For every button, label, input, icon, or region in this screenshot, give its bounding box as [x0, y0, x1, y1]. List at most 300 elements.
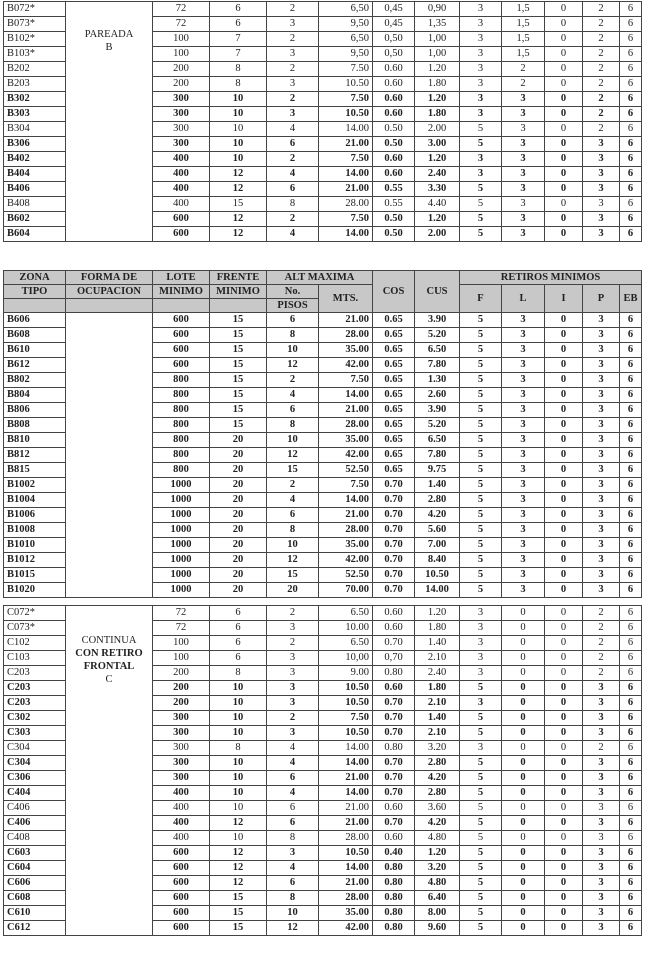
table-cell: B604 — [4, 227, 66, 242]
table-cell: C306 — [4, 771, 66, 786]
table-cell: 2.80 — [415, 493, 460, 508]
table-cell: 3 — [502, 197, 545, 212]
table-cell: 5 — [460, 771, 502, 786]
table-cell: 0.70 — [373, 771, 415, 786]
table-cell: 15 — [210, 388, 267, 403]
table-cell: 2 — [267, 636, 319, 651]
table-cell: 10 — [210, 771, 267, 786]
table-cell: 3 — [502, 313, 545, 328]
table-cell: 6 — [210, 606, 267, 621]
table-cell: 15 — [210, 891, 267, 906]
table-cell: 5 — [460, 493, 502, 508]
table-cell: 35.00 — [319, 343, 373, 358]
table-cell: 3 — [502, 493, 545, 508]
table-cell: 8 — [210, 741, 267, 756]
table-cell: 0 — [502, 756, 545, 771]
table-cell: 3 — [460, 92, 502, 107]
table-cell: B1020 — [4, 583, 66, 598]
table-cell: 5 — [460, 212, 502, 227]
table-cell: 400 — [153, 786, 210, 801]
table-cell: 3 — [267, 621, 319, 636]
table-cell: 6.50 — [319, 606, 373, 621]
table-cell: 8 — [267, 891, 319, 906]
table-cell: 0.70 — [373, 636, 415, 651]
table-cell: 6 — [620, 17, 642, 32]
header-eb: EB — [620, 285, 642, 313]
table-cell: 5 — [460, 343, 502, 358]
table-cell: 6 — [267, 403, 319, 418]
table-cell: 3 — [583, 861, 620, 876]
table-cell: 0 — [545, 358, 583, 373]
table-cell: 200 — [153, 681, 210, 696]
table-cell: 6 — [620, 343, 642, 358]
table-cell: 3 — [460, 621, 502, 636]
table-cell: 5 — [460, 891, 502, 906]
table-cell: 0.70 — [373, 568, 415, 583]
table-cell: 1000 — [153, 568, 210, 583]
table-cell: 3.90 — [415, 313, 460, 328]
table-cell: 6 — [620, 212, 642, 227]
table-cell: 6 — [267, 508, 319, 523]
table-cell: 0 — [545, 403, 583, 418]
table-cell: 0 — [545, 568, 583, 583]
table-cell: B072* — [4, 2, 66, 17]
table-cell: 3.30 — [415, 182, 460, 197]
table-cell: 3 — [460, 167, 502, 182]
table-cell: 0.55 — [373, 182, 415, 197]
table-cell: 4 — [267, 388, 319, 403]
table-cell: 15 — [210, 373, 267, 388]
table-cell: B302 — [4, 92, 66, 107]
table-cell: 0,50 — [373, 47, 415, 62]
table-cell: 6 — [267, 313, 319, 328]
group-continua-c-line: FRONTAL — [83, 661, 135, 672]
table-cell: 800 — [153, 373, 210, 388]
table-cell: 6.50 — [415, 343, 460, 358]
table-cell: 1000 — [153, 508, 210, 523]
header-frente-minimo: MINIMO — [210, 285, 267, 299]
table-cell: 14.00 — [319, 741, 373, 756]
table-cell: 6 — [620, 553, 642, 568]
table-cell: 3 — [583, 553, 620, 568]
table-cell: 2.00 — [415, 122, 460, 137]
table-cell: 12 — [267, 448, 319, 463]
table-cell: 1000 — [153, 583, 210, 598]
table-cell: 15 — [210, 313, 267, 328]
table-cell: 35.00 — [319, 906, 373, 921]
table-cell: 4.80 — [415, 876, 460, 891]
table-cell: 6 — [620, 62, 642, 77]
table-cell: 6 — [620, 433, 642, 448]
table-cell: 12 — [210, 816, 267, 831]
table-cell: 0.65 — [373, 403, 415, 418]
header-i: I — [545, 285, 583, 313]
table-cell: 0 — [545, 212, 583, 227]
table-cell: 20 — [210, 538, 267, 553]
table-cell: 3.00 — [415, 137, 460, 152]
table-cell: 5 — [460, 831, 502, 846]
table-cell: 4 — [267, 227, 319, 242]
table-cell: 20 — [210, 478, 267, 493]
table-cell: 1,5 — [502, 32, 545, 47]
table-cell: 0 — [545, 726, 583, 741]
table-cell: 1.80 — [415, 77, 460, 92]
table-cell: 3 — [583, 523, 620, 538]
table-cell: 600 — [153, 921, 210, 936]
table-cell: 3 — [502, 508, 545, 523]
table-cell: C303 — [4, 726, 66, 741]
table-cell: B408 — [4, 197, 66, 212]
table-cell: 3 — [502, 523, 545, 538]
table-cell: 2 — [583, 651, 620, 666]
header-zona: ZONA — [4, 271, 66, 285]
table-cell: 400 — [153, 831, 210, 846]
table-cell: 3 — [583, 418, 620, 433]
table-cell: 0 — [545, 463, 583, 478]
table-cell: 3 — [460, 741, 502, 756]
table-cell: 3 — [460, 606, 502, 621]
table-cell: 200 — [153, 696, 210, 711]
table-cell: 12 — [210, 846, 267, 861]
table-cell: 2.40 — [415, 167, 460, 182]
table-cell: 0 — [502, 861, 545, 876]
table-cell: 0.80 — [373, 891, 415, 906]
table-cell: 2 — [502, 77, 545, 92]
table-cell: 21.00 — [319, 403, 373, 418]
table-cell: 3 — [583, 508, 620, 523]
table-cell: B1008 — [4, 523, 66, 538]
table-cell: 6.40 — [415, 891, 460, 906]
header-retiros: RETIROS MINIMOS — [460, 271, 642, 285]
table-cell: 0 — [545, 227, 583, 242]
header-forma: FORMA DE — [66, 271, 153, 285]
table-cell: 12 — [210, 212, 267, 227]
table-cell: 8 — [267, 523, 319, 538]
table-cell: 400 — [153, 801, 210, 816]
table-cell: 3 — [267, 17, 319, 32]
table-cell: 4.40 — [415, 197, 460, 212]
table-cell: 10 — [210, 786, 267, 801]
table-cell: 6 — [620, 606, 642, 621]
table-cell: 8.40 — [415, 553, 460, 568]
table-cell: 21.00 — [319, 508, 373, 523]
table-cell: 10 — [210, 756, 267, 771]
table-cell: 0 — [545, 92, 583, 107]
table-cell: 1000 — [153, 478, 210, 493]
table-cell: C304 — [4, 756, 66, 771]
table-cell: 0,45 — [373, 17, 415, 32]
table-cell: 0.40 — [373, 846, 415, 861]
table-cell: 0 — [545, 197, 583, 212]
table-cell: 21.00 — [319, 801, 373, 816]
table-cell: 3 — [502, 388, 545, 403]
table-cell: 28.00 — [319, 891, 373, 906]
table-cell: 6 — [620, 47, 642, 62]
table-cell: 0 — [502, 921, 545, 936]
table-cell: 3 — [502, 448, 545, 463]
table-cell: 3 — [460, 636, 502, 651]
header-cos: COS — [373, 271, 415, 313]
table-cell: B612 — [4, 358, 66, 373]
table-cell: 6 — [210, 651, 267, 666]
table-cell: 12 — [210, 861, 267, 876]
table-cell: 10.50 — [415, 568, 460, 583]
table-cell: 0 — [545, 152, 583, 167]
table-cell: B1002 — [4, 478, 66, 493]
table-cell: 5 — [460, 373, 502, 388]
table-cell: 10 — [210, 831, 267, 846]
table-cell: 4 — [267, 756, 319, 771]
table-cell: 0 — [545, 861, 583, 876]
table-cell: 0 — [545, 32, 583, 47]
table-cell: 0.50 — [373, 212, 415, 227]
table-cell: 6 — [620, 583, 642, 598]
table-cell: 0.50 — [373, 227, 415, 242]
table-cell: 0 — [545, 478, 583, 493]
table-cell: 0 — [502, 666, 545, 681]
table-cell: 14.00 — [319, 786, 373, 801]
table-cell: 0,90 — [415, 2, 460, 17]
table-cell: 6 — [620, 568, 642, 583]
table-cell: 2 — [583, 666, 620, 681]
table-cell: 1.20 — [415, 152, 460, 167]
table-cell: 3 — [583, 137, 620, 152]
table-cell: C612 — [4, 921, 66, 936]
table-cell: 3 — [583, 726, 620, 741]
table-cell: 800 — [153, 448, 210, 463]
table-cell: 5 — [460, 358, 502, 373]
table-cell: 3 — [460, 696, 502, 711]
table-cell: 3.90 — [415, 403, 460, 418]
table-cell: C610 — [4, 906, 66, 921]
table-cell: C072* — [4, 606, 66, 621]
table-cell: 2 — [583, 77, 620, 92]
table-cell: 0 — [545, 891, 583, 906]
table-cell: 5 — [460, 681, 502, 696]
header-lote: LOTE — [153, 271, 210, 285]
table-cell: 600 — [153, 891, 210, 906]
table-cell: 3 — [502, 568, 545, 583]
table-cell: 10.50 — [319, 846, 373, 861]
table-cell: 0 — [545, 313, 583, 328]
table-cell: 3 — [583, 167, 620, 182]
table-cell: 6 — [267, 876, 319, 891]
table-cell: 2 — [583, 62, 620, 77]
table-cell: 6 — [620, 771, 642, 786]
table-cell: 6 — [620, 876, 642, 891]
table-cell: 0.65 — [373, 418, 415, 433]
table-cell: 800 — [153, 418, 210, 433]
table-cell: 0.65 — [373, 388, 415, 403]
table-cell: 0.60 — [373, 62, 415, 77]
table-cell: B812 — [4, 448, 66, 463]
group-continua-c-line: CON RETIRO — [75, 648, 143, 659]
table-cell: 3 — [583, 921, 620, 936]
table-cell: 10 — [267, 433, 319, 448]
table-cell: 6 — [210, 17, 267, 32]
table-cell: 100 — [153, 47, 210, 62]
table-cell: 21.00 — [319, 876, 373, 891]
table-cell: 0 — [502, 771, 545, 786]
table-cell: 5 — [460, 388, 502, 403]
table-cell: 5 — [460, 478, 502, 493]
group-continua-c-line: C — [105, 674, 113, 685]
table-cell: 3 — [267, 651, 319, 666]
table-cell: 20 — [267, 583, 319, 598]
table-cell: 3 — [460, 666, 502, 681]
table-cell: 0 — [502, 636, 545, 651]
table-cell: 1,5 — [502, 47, 545, 62]
table-cell: 6 — [620, 77, 642, 92]
table-cell: 5 — [460, 846, 502, 861]
table-cell: 0 — [545, 538, 583, 553]
header-blank-4 — [210, 299, 267, 313]
table-cell: C603 — [4, 846, 66, 861]
table-cell: 14.00 — [319, 167, 373, 182]
table-cell: 0 — [545, 17, 583, 32]
table-cell: 10 — [210, 696, 267, 711]
table-cell: 300 — [153, 711, 210, 726]
table-cell: 3 — [583, 568, 620, 583]
table-cell: 0 — [545, 846, 583, 861]
table-cell: B1015 — [4, 568, 66, 583]
table-cell: 6 — [620, 107, 642, 122]
table-cell: 28.00 — [319, 831, 373, 846]
table-cell: 0.70 — [373, 696, 415, 711]
table-cell: 0.70 — [373, 711, 415, 726]
table-cell: 8 — [267, 418, 319, 433]
table-cell: 2 — [267, 373, 319, 388]
table-cell: 3 — [583, 756, 620, 771]
table-cell: 6 — [620, 636, 642, 651]
table-cell: 2 — [583, 606, 620, 621]
table-cell: 1.80 — [415, 681, 460, 696]
table-cell: 72 — [153, 17, 210, 32]
table-cell: 5 — [460, 553, 502, 568]
table-cell: 0 — [502, 681, 545, 696]
table-cell: 0.80 — [373, 906, 415, 921]
table-cell: 7.50 — [319, 373, 373, 388]
table-cell: 6 — [620, 152, 642, 167]
table-cell: C203 — [4, 666, 66, 681]
table-cell: 0 — [545, 373, 583, 388]
table-cell: 10 — [267, 343, 319, 358]
table-cell: 5 — [460, 876, 502, 891]
table-cell: 3 — [502, 328, 545, 343]
table-cell: 10 — [210, 107, 267, 122]
table-cell: 0 — [545, 167, 583, 182]
table-cell: 21.00 — [319, 182, 373, 197]
table-cell: 2.10 — [415, 726, 460, 741]
table-cell: 0 — [545, 636, 583, 651]
table-cell: 1,5 — [502, 2, 545, 17]
table-cell: 10 — [267, 538, 319, 553]
table-cell: 1.20 — [415, 92, 460, 107]
table-cell: 21.00 — [319, 137, 373, 152]
table-cell: 0 — [502, 726, 545, 741]
table-cell: 6 — [620, 463, 642, 478]
table-cell: 1.80 — [415, 621, 460, 636]
table-cell: 3 — [583, 493, 620, 508]
table-cell: 0 — [502, 801, 545, 816]
table-cell: C404 — [4, 786, 66, 801]
table-cell: 6 — [620, 448, 642, 463]
header-blank-1 — [4, 299, 66, 313]
table-cell: 0,50 — [373, 32, 415, 47]
table-cell: 3 — [267, 846, 319, 861]
table-cell: 70.00 — [319, 583, 373, 598]
table-cell: 10.50 — [319, 696, 373, 711]
table-cell: 0 — [545, 62, 583, 77]
table-cell: 6 — [620, 388, 642, 403]
table-cell: 6 — [620, 328, 642, 343]
table-cell: 400 — [153, 152, 210, 167]
table-cell: 1.80 — [415, 107, 460, 122]
table-cell: 0 — [545, 328, 583, 343]
table-cell: B806 — [4, 403, 66, 418]
table-cell: 4.20 — [415, 771, 460, 786]
table-cell: 0 — [502, 741, 545, 756]
table-cell: 0 — [502, 651, 545, 666]
table-cell: 0.60 — [373, 167, 415, 182]
group-pareada-b-line: B — [105, 42, 113, 53]
table-cell: 7.80 — [415, 448, 460, 463]
table-cell: 2 — [583, 636, 620, 651]
table-cell: 15 — [210, 418, 267, 433]
table-cell: 0 — [545, 122, 583, 137]
table-cell: 6 — [620, 182, 642, 197]
table-cell: 4 — [267, 167, 319, 182]
table-cell: 14.00 — [319, 388, 373, 403]
table-cell: 3 — [460, 77, 502, 92]
table-cell: 1.40 — [415, 711, 460, 726]
table-cell: 3 — [583, 212, 620, 227]
table-cell: 0.65 — [373, 433, 415, 448]
table-cell: 6 — [620, 478, 642, 493]
table-cell: B404 — [4, 167, 66, 182]
table-cell: 3 — [583, 583, 620, 598]
table-cell: 9,50 — [319, 47, 373, 62]
table-cell: 3 — [460, 107, 502, 122]
table-cell: 6 — [620, 861, 642, 876]
table-cell: 9.75 — [415, 463, 460, 478]
table-cell: C608 — [4, 891, 66, 906]
table-cell: 3 — [502, 227, 545, 242]
table-cell: 6 — [620, 621, 642, 636]
table-cell: 3 — [583, 831, 620, 846]
table-cell: 300 — [153, 122, 210, 137]
table-cell: 1.30 — [415, 373, 460, 388]
table-cell: 0 — [545, 906, 583, 921]
table-cell: 3 — [502, 553, 545, 568]
table-cell: 0.70 — [373, 816, 415, 831]
table-cell: 0.80 — [373, 861, 415, 876]
table-cell: 5 — [460, 906, 502, 921]
table-cell: 3 — [267, 726, 319, 741]
table-cell: 2.80 — [415, 786, 460, 801]
table-cell: 3 — [267, 77, 319, 92]
table-cell: 10.50 — [319, 77, 373, 92]
table-cell: B602 — [4, 212, 66, 227]
table-cell: 2 — [267, 2, 319, 17]
table-cell: C406 — [4, 816, 66, 831]
table-cell: 3 — [583, 373, 620, 388]
table-cell: B802 — [4, 373, 66, 388]
table-cell: C102 — [4, 636, 66, 651]
table-cell: 5 — [460, 448, 502, 463]
table-cell: 6,50 — [319, 32, 373, 47]
table-cell: C103 — [4, 651, 66, 666]
